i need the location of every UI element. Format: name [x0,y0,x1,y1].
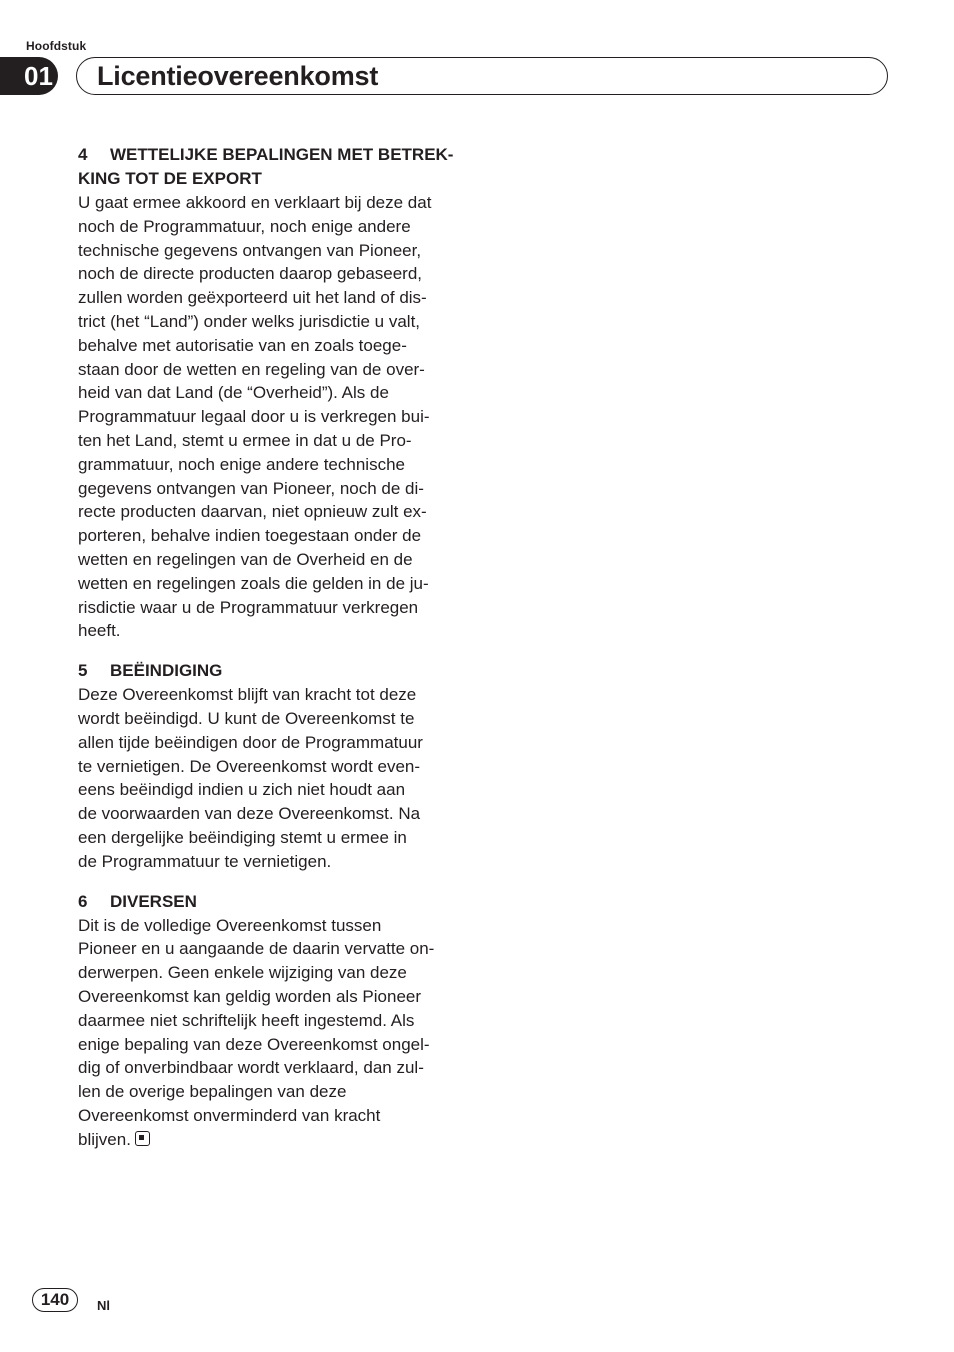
section-heading-text: WETTELIJKE BEPALINGEN MET BETREK- [110,145,454,164]
chapter-label: Hoofdstuk [26,39,87,53]
section-miscellaneous [78,890,470,1152]
section-number: 6 [78,891,88,911]
page-title: Licentieovereenkomst [97,61,379,91]
section-heading [78,143,470,167]
section-body: Dit is de volledige Overeenkomst tussen Pioneer en u aangaande de daarin vervatte on- derwerpen. Geen enkele wijziging van deze Overeenkomst kan geldig worden als Pioneer daarmee niet schriftelijk heeft ingestemd. Als enige bepaling van deze Overeenkomst ongel- dig of onverbindbaar wordt verklaard, dan zul- len de overige bepalingen van deze Overeenkomst onverminderd van kracht blijven. [78,915,435,1149]
section-number: 4 [78,145,88,164]
section-number: 5 [78,661,88,681]
section-heading-text: DIVERSEN [110,891,197,911]
section-body: U gaat ermee akkoord en verklaart bij deze dat noch de Programmatuur, noch enige andere technische gegevens ontvangen van Pioneer, noch de directe producten daarop gebaseerd, zullen worden geëxporteerd uit het land of dis- trict (het “Land”) onder welks jurisdictie u valt, behalve met autorisatie van en zoals toege- staan door de wetten en regeling van de over- heid van dat Land (de “Overheid”). Als de Programmatuur legaal door u is verkregen bui- ten het Land, stemt u ermee in dat u de Pro- grammatuur, noch enige andere technische gegevens ontvangen van Pioneer, noch de di- recte producten daarvan, niet opnieuw zult ex- porteren, behalve indien toegestaan onder de wetten en regelingen van de Overheid en de wetten en regelingen zoals die gelden in de ju- risdictie waar u de Programmatuur verkregen heeft. [78,193,432,641]
end-of-section-square-icon [135,1131,150,1146]
language-code: Nl [97,1298,110,1313]
section-export [78,143,470,643]
section-heading-continuation: KING TOT DE EXPORT [78,169,262,188]
section-body-wrapper [78,914,470,1152]
section-body: Deze Overeenkomst blijft van kracht tot deze wordt beëindigd. U kunt de Overeenkomst te allen tijde beëindigen door de Programmatuur te vernietigen. De Overeenkomst wordt even- eens beëindigd indien u zich niet houdt aan de voorwaarden van deze Overeenkomst. Na een dergelijke beëindiging stemt u ermee in de Programmatuur te vernietigen. [78,685,423,871]
section-heading-text: BEËINDIGING [110,661,223,681]
section-termination [78,659,470,873]
main-content [78,143,470,1167]
page-number: 140 [32,1288,78,1312]
chapter-title-box [76,57,888,95]
section-heading [78,890,470,914]
chapter-number: 01 [0,57,58,95]
section-heading [78,659,470,683]
